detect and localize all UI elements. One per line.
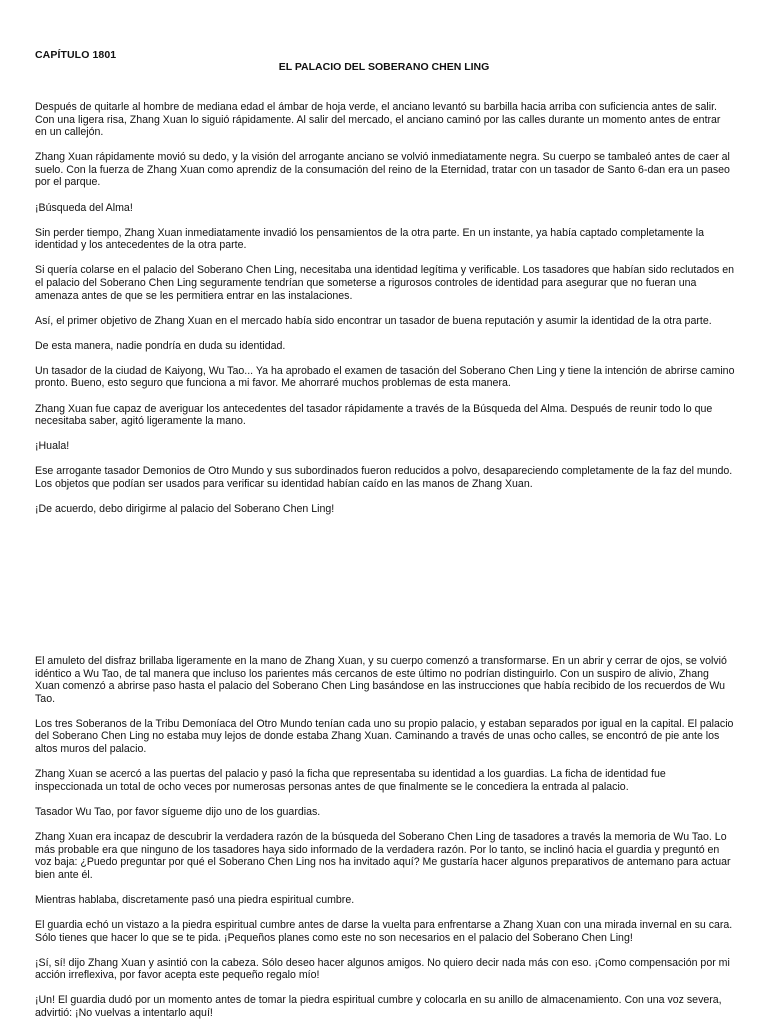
paragraph: ¡Búsqueda del Alma! — [35, 201, 133, 214]
paragraph: Zhang Xuan fue capaz de averiguar los antecedentes del tasador rápidamente a través de la Búsqueda del Alma. Después de reunir todo lo que necesitaba saber, agitó ligeramente la mano. — [35, 402, 713, 428]
paragraph: Zhang Xuan rápidamente movió su dedo, y la visión del arrogante anciano se volvió inmediatamente negra. Su cuerpo se tambaleó antes de caer al suelo. Con la fuerza de Zhang Xuan como aprendiz de la consumación del reino de la Eternidad, tratar con un tasador de Santo 6-dan era un paseo por el parque. — [35, 151, 730, 189]
paragraph: Sin perder tiempo, Zhang Xuan inmediatamente invadió los pensamientos de la otra parte. En un instante, ya había captado completamente la identidad y los antecedentes de la otra parte. — [35, 226, 704, 252]
paragraph: El guardia echó un vistazo a la piedra espiritual cumbre antes de darse la vuelta para enfrentarse a Zhang Xuan con una mirada invernal en su cara. Sólo tienes que hacer lo que se te pida. ¡Pequeños planes como este no son necesarios en el palacio del Soberano Chen Ling! — [35, 918, 733, 944]
paragraph: Zhang Xuan se acercó a las puertas del palacio y pasó la ficha que representaba su identidad a los guardias. La ficha de identidad fue inspeccionada un total de ocho veces por numerosas personas antes de que finalmente se le concediera la entrada al palacio. — [35, 768, 666, 793]
paragraph: Un tasador de la ciudad de Kaiyong, Wu Tao... Ya ha aprobado el examen de tasación del Soberano Chen Ling y tiene la intención de abrirse camino pronto. Bueno, esto seguro que funciona a mi favor. Me ahorraré muchos problemas de esta manera. — [35, 364, 735, 390]
paragraph: Los tres Soberanos de la Tribu Demoníaca del Otro Mundo tenían cada uno su propio palacio, y estaban separados por igual en la capital. El palacio del Soberano Chen Ling no estaba muy lejos de donde estaba Zhang Xuan. Caminando a través de unas ocho calles, se encontró de pie ante los altos muros del palacio. — [35, 717, 734, 756]
chapter-title: EL PALACIO DEL SOBERANO CHEN LING — [278, 61, 490, 73]
paragraph: ¡Sí, sí! dijo Zhang Xuan y asintió con la cabeza. Sólo deseo hacer algunos amigos. No quiero decir nada más con eso. ¡Como compensación por mi acción irreflexiva, por favor acepta este pequeño regalo mío! — [35, 956, 730, 982]
body-text-part-2 — [35, 655, 735, 1032]
paragraph: Si quería colarse en el palacio del Soberano Chen Ling, necesitaba una identidad legítima y verificable. Los tasadores que habían sido reclutados en el palacio del Soberano Chen Ling seguramente tendrían que someterse a rigurosos controles de identidad para asegurar que no fueran una amenaza antes de que se les permitiera entrar en las instalaciones. — [35, 264, 735, 302]
paragraph: Tasador Wu Tao, por favor sígueme dijo uno de los guardias. — [35, 805, 321, 818]
paragraph: ¡Huala! — [35, 440, 70, 453]
body-text-part-1 — [35, 101, 735, 528]
chapter-heading: CAPÍTULO 1801 — [35, 49, 117, 61]
paragraph: Ese arrogante tasador Demonios de Otro Mundo y sus subordinados fueron reducidos a polvo, desapareciendo completamente de la faz del mundo. Los objetos que podían ser usados para verificar su identidad habían caído en las manos de Zhang Xuan. — [35, 465, 733, 490]
paragraph: De esta manera, nadie pondría en duda su identidad. — [35, 339, 286, 352]
paragraph: Así, el primer objetivo de Zhang Xuan en el mercado había sido encontrar un tasador de buena reputación y asumir la identidad de la otra parte. — [35, 314, 712, 327]
paragraph: ¡Un! El guardia dudó por un momento antes de tomar la piedra espiritual cumbre y colocarla en su anillo de almacenamiento. Con una voz severa, advirtió: ¡No vuelvas a intentarlo aquí! — [35, 994, 722, 1019]
paragraph: Después de quitarle al hombre de mediana edad el ámbar de hoja verde, el anciano levantó su barbilla hacia arriba con suficiencia antes de salir. Con una ligera risa, Zhang Xuan lo siguió rápidamente. Al salir del mercado, el anciano caminó por las calles durante un momento antes de entrar en un callejón. — [35, 101, 721, 139]
paragraph: El amuleto del disfraz brillaba ligeramente en la mano de Zhang Xuan, y su cuerpo comenzó a transformarse. En un abrir y cerrar de ojos, se volvió idéntico a Wu Tao, de tal manera que incluso los parientes más cercanos de este último no podrían distinguirlo. Con un suspiro de alivio, Zhang Xuan comenzó a abrirse paso hasta el palacio del Soberano Chen Ling basándose en las instrucciones que había recibido de los recuerdos de Wu Tao. — [35, 655, 727, 705]
paragraph: Zhang Xuan era incapaz de descubrir la verdadera razón de la búsqueda del Soberano Chen Ling de tasadores a través la memoria de Wu Tao. Lo más probable era que ninguno de los tasadores haya sido informado de la verdadera razón. Por lo tanto, se inclinó hacia el guardia y preguntó en voz baja: ¿Puedo preguntar por qué el Soberano Chen Ling nos ha invitado aquí? Me gustaría hacer algunos preparativos de antemano para actuar bien ante él. — [35, 830, 731, 881]
paragraph: Mientras hablaba, discretamente pasó una piedra espiritual cumbre. — [35, 893, 355, 906]
paragraph: ¡De acuerdo, debo dirigirme al palacio del Soberano Chen Ling! — [35, 502, 335, 515]
